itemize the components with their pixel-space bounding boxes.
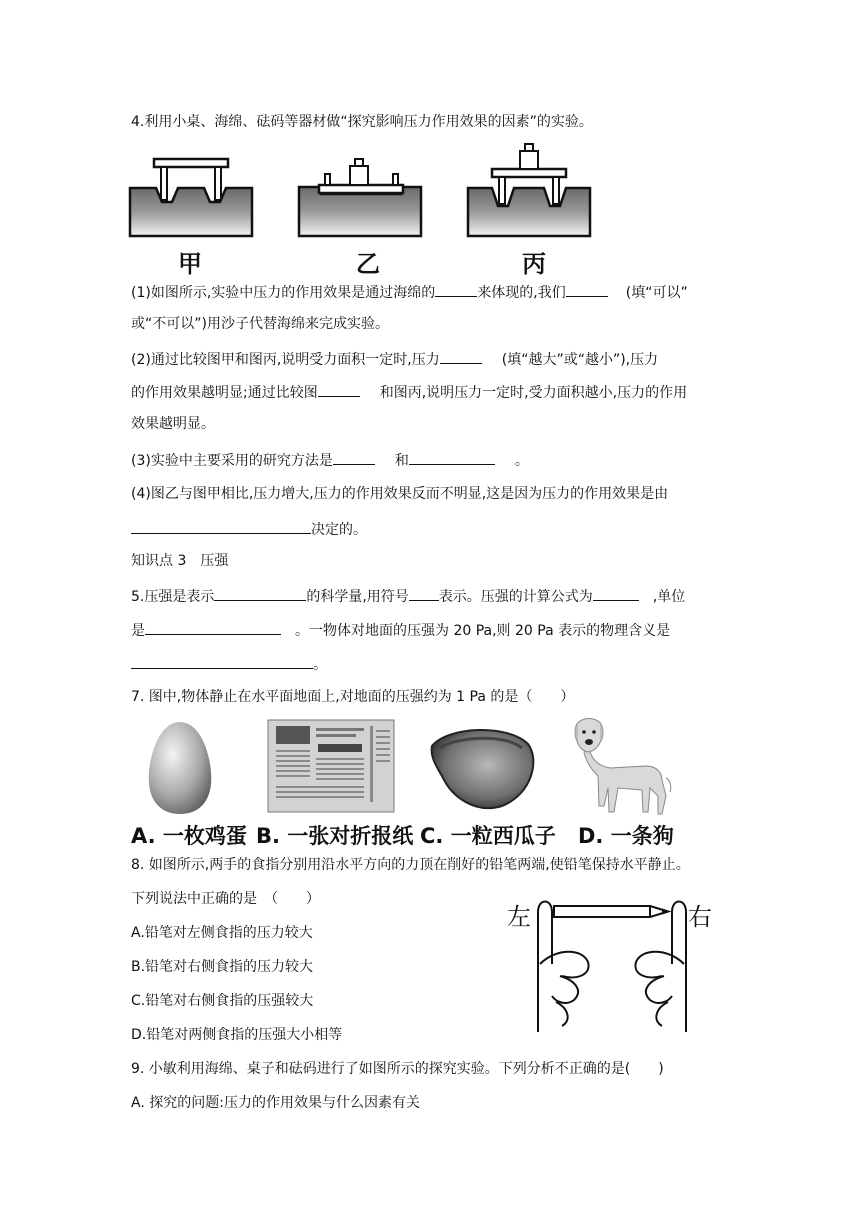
egg-image	[145, 718, 215, 818]
q8-stem-line2: 下列说法中正确的是 （ ）	[131, 891, 320, 907]
q4-part1-line2: 或“不可以”)用沙子代替海绵来完成实验。	[131, 316, 389, 332]
label-right: 右	[688, 903, 712, 931]
figure-label-yi: 乙	[356, 250, 380, 278]
answer-blank[interactable]	[318, 381, 360, 397]
q4-stem: 4.利用小桌、海绵、砝码等器材做“探究影响压力作用效果的因素”的实验。	[131, 114, 593, 130]
answer-blank[interactable]	[333, 449, 375, 465]
q4-part2-line2: 的作用效果越明显;通过比较图 和图丙,说明压力一定时,受力面积越小,压力的作用	[131, 381, 687, 403]
figure-jia	[128, 150, 258, 240]
q9-option-a[interactable]: A. 探究的问题:压力的作用效果与什么因素有关	[131, 1095, 420, 1111]
answer-blank[interactable]	[214, 585, 306, 601]
q7-stem: 7. 图中,物体静止在水平面地面上,对地面的压强约为 1 Pa 的是（ ）	[131, 689, 575, 705]
answer-blank[interactable]	[440, 348, 482, 364]
q7-option-b[interactable]: B. 一张对折报纸	[256, 824, 414, 848]
answer-blank[interactable]	[145, 619, 281, 635]
answer-blank[interactable]	[435, 281, 477, 297]
answer-blank[interactable]	[593, 585, 639, 601]
answer-blank[interactable]	[131, 653, 313, 669]
q4-part1-line1: (1)如图所示,实验中压力的作用效果是通过海绵的 来体现的,我们 (填“可以”	[131, 281, 688, 303]
q5-line3: 。	[131, 653, 327, 675]
q5-line2: 是 。一物体对地面的压强为 20 Pa,则 20 Pa 表示的物理含义是	[131, 619, 670, 641]
newspaper-image	[268, 720, 394, 812]
q4-part3: (3)实验中主要采用的研究方法是 和 。	[131, 449, 529, 471]
label-left: 左	[507, 903, 531, 931]
q8-stem-line1: 8. 如图所示,两手的食指分别用沿水平方向的力顶在削好的铅笔两端,使铅笔保持水平静止。	[131, 857, 690, 873]
q7-option-a[interactable]: A. 一枚鸡蛋	[131, 824, 247, 848]
answer-blank[interactable]	[131, 518, 311, 534]
q4-part2-line1: (2)通过比较图甲和图丙,说明受力面积一定时,压力 (填“越大”或“越小”),压力	[131, 348, 658, 370]
q4-part2-line3: 效果越明显。	[131, 416, 215, 432]
dog-image	[570, 716, 670, 816]
q4-part4-line1: (4)图乙与图甲相比,压力增大,压力的作用效果反而不明显,这是因为压力的作用效果是由	[131, 486, 669, 502]
figure-label-jia: 甲	[178, 250, 202, 278]
q7-option-c[interactable]: C. 一粒西瓜子	[420, 824, 556, 848]
figure-bing	[466, 140, 596, 230]
q8-option-d[interactable]: D.铅笔对两侧食指的压强大小相等	[131, 1027, 343, 1043]
q8-option-b[interactable]: B.铅笔对右侧食指的压力较大	[131, 959, 314, 975]
q8-option-a[interactable]: A.铅笔对左侧食指的压力较大	[131, 925, 313, 941]
q8-option-c[interactable]: C.铅笔对右侧食指的压强较大	[131, 993, 314, 1009]
q7-option-d[interactable]: D. 一条狗	[578, 824, 674, 848]
answer-blank[interactable]	[409, 449, 495, 465]
answer-blank[interactable]	[409, 585, 439, 601]
q5-line1: 5.压强是表示 的科学量,用符号 表示。压强的计算公式为 ,单位	[131, 585, 685, 607]
watermelon-seed-image	[428, 724, 538, 814]
figure-yi	[297, 150, 427, 240]
q9-stem: 9. 小敏利用海绵、桌子和砝码进行了如图所示的探究实验。下列分析不正确的是( )	[131, 1061, 664, 1077]
q4-part4-line2: 决定的。	[131, 518, 367, 540]
section-heading: 知识点 3 压强	[131, 553, 229, 569]
answer-blank[interactable]	[566, 281, 608, 297]
figure-label-bing: 丙	[522, 250, 546, 278]
